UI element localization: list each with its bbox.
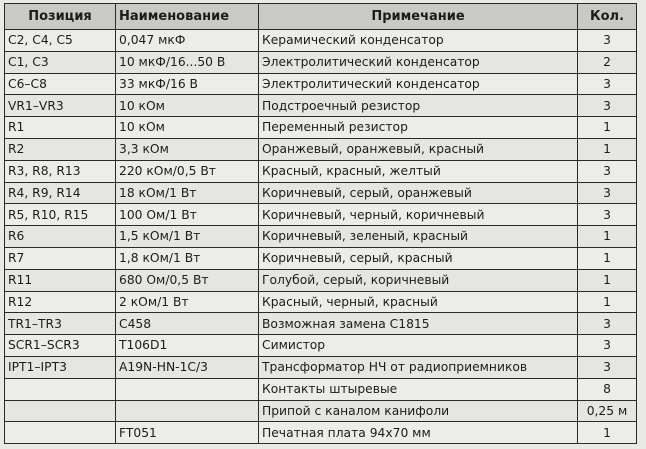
header-name: Наименование (116, 4, 259, 30)
table-row (5, 73, 637, 95)
cell-qty: 3 (578, 182, 637, 204)
cell-qty: 2 (578, 51, 637, 73)
cell-position: R4, R9, R14 (5, 182, 116, 204)
cell-name: 220 кОм/0,5 Вт (116, 160, 259, 182)
cell-name: FT051 (116, 422, 259, 444)
cell-name: 10 кОм (116, 117, 259, 139)
header-qty: Кол. (578, 4, 637, 30)
cell-qty: 3 (578, 335, 637, 357)
cell-position: C6–C8 (5, 73, 116, 95)
table-row (5, 313, 637, 335)
cell-note: Коричневый, серый, оранжевый (259, 182, 578, 204)
cell-position: IPT1–IPT3 (5, 356, 116, 378)
table-row (5, 182, 637, 204)
cell-name: 18 кОм/1 Вт (116, 182, 259, 204)
cell-qty: 1 (578, 269, 637, 291)
cell-note: Подстроечный резистор (259, 95, 578, 117)
table-row (5, 291, 637, 313)
cell-qty: 3 (578, 95, 637, 117)
cell-qty: 1 (578, 138, 637, 160)
cell-position: R7 (5, 247, 116, 269)
cell-name: 1,8 кОм/1 Вт (116, 247, 259, 269)
cell-note: Печатная плата 94х70 мм (259, 422, 578, 444)
table-row (5, 378, 637, 400)
table-row (5, 95, 637, 117)
cell-qty: 0,25 м (578, 400, 637, 422)
cell-position: R6 (5, 226, 116, 248)
cell-name: 0,047 мкФ (116, 30, 259, 52)
cell-note: Симистор (259, 335, 578, 357)
cell-name (116, 400, 259, 422)
table-row (5, 247, 637, 269)
cell-position: TR1–TR3 (5, 313, 116, 335)
cell-name: T106D1 (116, 335, 259, 357)
cell-note: Электролитический конденсатор (259, 73, 578, 95)
cell-position: R11 (5, 269, 116, 291)
cell-note: Керамический конденсатор (259, 30, 578, 52)
table-row (5, 51, 637, 73)
cell-name: 100 Ом/1 Вт (116, 204, 259, 226)
header-row (5, 4, 637, 30)
cell-name: 3,3 кОм (116, 138, 259, 160)
cell-note: Возможная замена C1815 (259, 313, 578, 335)
cell-name: 2 кОм/1 Вт (116, 291, 259, 313)
cell-note: Красный, красный, желтый (259, 160, 578, 182)
cell-position: R2 (5, 138, 116, 160)
cell-name: A19N-HN-1C/3 (116, 356, 259, 378)
cell-qty: 1 (578, 117, 637, 139)
table-row (5, 226, 637, 248)
cell-position (5, 422, 116, 444)
table-row (5, 30, 637, 52)
cell-note: Переменный резистор (259, 117, 578, 139)
cell-name: 33 мкФ/16 В (116, 73, 259, 95)
cell-position: C2, C4, C5 (5, 30, 116, 52)
cell-position (5, 400, 116, 422)
table-row (5, 117, 637, 139)
cell-note: Трансформатор НЧ от радиоприемников (259, 356, 578, 378)
cell-position: R12 (5, 291, 116, 313)
cell-note: Оранжевый, оранжевый, красный (259, 138, 578, 160)
cell-qty: 1 (578, 291, 637, 313)
cell-note: Коричневый, зеленый, красный (259, 226, 578, 248)
cell-name: 1,5 кОм/1 Вт (116, 226, 259, 248)
cell-position: C1, C3 (5, 51, 116, 73)
table-header (5, 4, 637, 30)
cell-position: R3, R8, R13 (5, 160, 116, 182)
cell-qty: 1 (578, 226, 637, 248)
cell-qty: 3 (578, 30, 637, 52)
cell-qty: 3 (578, 160, 637, 182)
cell-name: 680 Ом/0,5 Вт (116, 269, 259, 291)
cell-note: Коричневый, серый, красный (259, 247, 578, 269)
header-position: Позиция (5, 4, 116, 30)
cell-note: Электролитический конденсатор (259, 51, 578, 73)
cell-qty: 1 (578, 247, 637, 269)
cell-position: R1 (5, 117, 116, 139)
cell-qty: 3 (578, 313, 637, 335)
cell-qty: 3 (578, 356, 637, 378)
cell-position (5, 378, 116, 400)
cell-note: Коричневый, черный, коричневый (259, 204, 578, 226)
cell-name: 10 кОм (116, 95, 259, 117)
cell-name: C458 (116, 313, 259, 335)
table-row (5, 356, 637, 378)
table-row (5, 204, 637, 226)
cell-position: VR1–VR3 (5, 95, 116, 117)
cell-name: 10 мкФ/16...50 В (116, 51, 259, 73)
parts-list-table (4, 3, 637, 444)
cell-qty: 3 (578, 204, 637, 226)
cell-note: Припой с каналом канифоли (259, 400, 578, 422)
cell-name (116, 378, 259, 400)
table-row (5, 400, 637, 422)
cell-note: Красный, черный, красный (259, 291, 578, 313)
cell-position: R5, R10, R15 (5, 204, 116, 226)
cell-note: Голубой, серый, коричневый (259, 269, 578, 291)
cell-qty: 3 (578, 73, 637, 95)
table-row (5, 422, 637, 444)
cell-qty: 8 (578, 378, 637, 400)
table-row (5, 160, 637, 182)
table-row (5, 269, 637, 291)
cell-note: Контакты штыревые (259, 378, 578, 400)
cell-position: SCR1–SCR3 (5, 335, 116, 357)
header-note: Примечание (259, 4, 578, 30)
cell-qty: 1 (578, 422, 637, 444)
table-row (5, 138, 637, 160)
table-body (5, 30, 637, 444)
table-row (5, 335, 637, 357)
